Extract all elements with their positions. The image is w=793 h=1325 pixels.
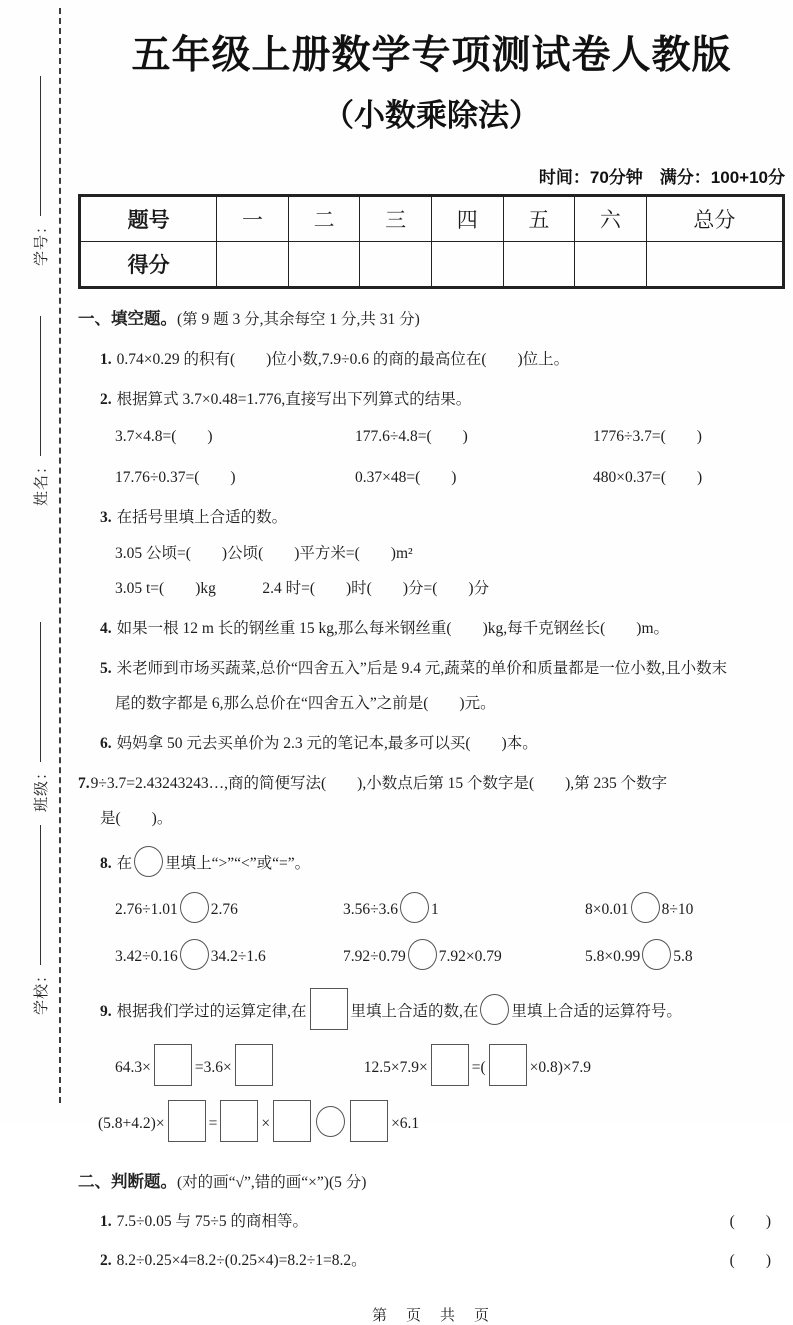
question-1 bbox=[100, 347, 785, 369]
name-blank-line[interactable] bbox=[39, 316, 41, 456]
question-number: 2. bbox=[100, 391, 112, 408]
answer-box[interactable] bbox=[154, 1044, 192, 1086]
answer-box[interactable] bbox=[350, 1100, 388, 1142]
class-label: 班级： bbox=[33, 763, 50, 812]
comparison-item: 3.56÷3.6 1 bbox=[343, 892, 585, 923]
question-number: 1. bbox=[100, 1213, 112, 1230]
question-number: 2. bbox=[100, 1252, 112, 1269]
section-1-heading bbox=[78, 305, 785, 329]
question-8-comparisons bbox=[115, 892, 785, 970]
question-3 bbox=[100, 505, 785, 527]
question-7 bbox=[78, 771, 785, 793]
question-number: 4. bbox=[100, 620, 112, 637]
judgement-text bbox=[100, 1209, 308, 1231]
section-2-heading bbox=[78, 1168, 785, 1192]
question-6 bbox=[100, 731, 785, 753]
time-score-info: 时间：70分钟 满分：100+10分 bbox=[538, 168, 785, 187]
question-9-row-1 bbox=[115, 1044, 785, 1086]
answer-circle[interactable] bbox=[480, 994, 509, 1025]
question-text: 在括号里填上合适的数。 bbox=[116, 509, 288, 526]
comparison-item: 2.76÷1.01 2.76 bbox=[115, 892, 343, 923]
question-9-row-2 bbox=[98, 1100, 785, 1142]
sidebar-class bbox=[29, 622, 51, 812]
section-2-title: 二、判断题。 bbox=[78, 1172, 177, 1191]
score-table-header-cell: 四 bbox=[431, 196, 503, 242]
answer-box[interactable] bbox=[168, 1100, 206, 1142]
question-text: 根据我们学过的运算定律,在 里填上合适的数,在 里填上合适的运算符号。 bbox=[117, 1003, 682, 1020]
score-cell[interactable] bbox=[217, 242, 289, 288]
page-footer: 第 页 共 页 bbox=[371, 1308, 491, 1324]
answer-circle[interactable] bbox=[408, 939, 437, 970]
judgement-text bbox=[100, 1248, 367, 1270]
question-text: 米老师到市场买蔬菜,总价“四舍五入”后是 9.4 元,蔬菜的单价和质量都是一位小数,且小数末 bbox=[116, 660, 728, 677]
judgement-item-2 bbox=[100, 1248, 785, 1270]
answer-box[interactable] bbox=[310, 988, 348, 1030]
score-table-header-cell: 三 bbox=[360, 196, 432, 242]
section-1-title: 一、填空题。 bbox=[78, 309, 177, 328]
comparison-item: 8×0.01 8÷10 bbox=[585, 892, 785, 923]
answer-circle[interactable] bbox=[180, 892, 209, 923]
score-table-header-cell: 一 bbox=[217, 196, 289, 242]
paper-title: 五年级上册数学专项测试卷人教版 bbox=[131, 34, 732, 77]
student-id-blank-line[interactable] bbox=[39, 76, 41, 216]
section-1-note: (第 9 题 3 分,其余每空 1 分,共 31 分) bbox=[177, 311, 420, 328]
sidebar-name bbox=[29, 316, 51, 506]
question-2 bbox=[100, 387, 785, 409]
school-label: 学校： bbox=[33, 966, 50, 1015]
expression-item: 3.7×4.8=( ) bbox=[115, 428, 213, 445]
equation-item: (5.8+4.2)× = × ×6.1 bbox=[98, 1100, 419, 1142]
fold-dashed-line bbox=[59, 8, 61, 1103]
answer-box[interactable] bbox=[235, 1044, 273, 1086]
name-label: 姓名： bbox=[33, 457, 50, 506]
answer-box[interactable] bbox=[489, 1044, 527, 1086]
score-table-header-cell: 二 bbox=[288, 196, 360, 242]
question-5-line-2: 尾的数字都是 6,那么总价在“四舍五入”之前是( )元。 bbox=[115, 695, 496, 712]
question-text: 如果一根 12 m 长的钢丝重 15 kg,那么每米钢丝重( )kg,每千克钢丝长( )m。 bbox=[116, 620, 670, 637]
score-cell[interactable] bbox=[431, 242, 503, 288]
question-number: 7. bbox=[78, 775, 90, 792]
sidebar-student-id bbox=[29, 76, 51, 266]
paper-subtitle: （小数乘除法） bbox=[323, 98, 540, 133]
question-number: 8. bbox=[100, 855, 112, 872]
answer-circle[interactable] bbox=[134, 846, 163, 877]
comparison-item: 5.8×0.99 5.8 bbox=[585, 939, 785, 970]
score-table-header-cell: 总分 bbox=[646, 196, 783, 242]
expression-item: 480×0.37=( ) bbox=[593, 469, 703, 486]
score-cell[interactable] bbox=[288, 242, 360, 288]
question-text: 0.74×0.29 的积有( )位小数,7.9÷0.6 的商的最高位在( )位上。 bbox=[116, 351, 570, 368]
score-table-header-row bbox=[80, 196, 784, 242]
question-8 bbox=[100, 846, 785, 877]
score-table-header-cell: 六 bbox=[575, 196, 647, 242]
score-table-header-cell: 五 bbox=[503, 196, 575, 242]
question-text: 妈妈拿 50 元去买单价为 2.3 元的笔记本,最多可以买( )本。 bbox=[116, 735, 538, 752]
expression-item: 0.37×48=( ) bbox=[355, 469, 457, 486]
answer-box[interactable] bbox=[431, 1044, 469, 1086]
question-number: 5. bbox=[100, 660, 112, 677]
score-cell[interactable] bbox=[575, 242, 647, 288]
expression-item: 17.76÷0.37=( ) bbox=[115, 469, 236, 486]
equation-item: 12.5×7.9× =( ×0.8)×7.9 bbox=[364, 1044, 591, 1086]
question-text: 9÷3.7=2.43243243…,商的简便写法( ),小数点后第 15 个数字是( ),第 235 个数字 bbox=[90, 775, 668, 792]
score-row-label: 得分 bbox=[80, 242, 217, 288]
answer-circle[interactable] bbox=[642, 939, 671, 970]
question-text: 7.5÷0.05 与 75÷5 的商相等。 bbox=[116, 1213, 309, 1230]
question-3-line-2: 3.05 t=( )kg 2.4 时=( )时( )分=( )分 bbox=[115, 580, 490, 597]
question-number: 1. bbox=[100, 351, 112, 368]
expression-item: 177.6÷4.8=( ) bbox=[355, 428, 468, 445]
score-table bbox=[78, 194, 785, 289]
comparison-item: 7.92÷0.79 7.92×0.79 bbox=[343, 939, 585, 970]
question-number: 6. bbox=[100, 735, 112, 752]
score-cell[interactable] bbox=[503, 242, 575, 288]
judgement-answer-blank[interactable]: ( ) bbox=[729, 1213, 771, 1230]
score-cell[interactable] bbox=[360, 242, 432, 288]
question-5 bbox=[100, 656, 785, 678]
sidebar-school bbox=[29, 825, 51, 1015]
question-4 bbox=[100, 616, 785, 638]
question-9 bbox=[100, 988, 785, 1030]
question-2-expressions bbox=[115, 424, 785, 487]
question-text: 8.2÷0.25×4=8.2÷(0.25×4)=8.2÷1=8.2。 bbox=[116, 1252, 367, 1269]
comparison-item: 3.42÷0.16 34.2÷1.6 bbox=[115, 939, 343, 970]
question-number: 3. bbox=[100, 509, 112, 526]
score-table-header-cell: 题号 bbox=[80, 196, 217, 242]
question-3-line-1: 3.05 公顷=( )公顷( )平方米=( )m² bbox=[115, 545, 413, 562]
answer-circle[interactable] bbox=[180, 939, 209, 970]
equation-item: 64.3× =3.6× bbox=[115, 1044, 276, 1086]
school-blank-line[interactable] bbox=[39, 825, 41, 965]
expression-item: 1776÷3.7=( ) bbox=[593, 428, 702, 445]
answer-box[interactable] bbox=[220, 1100, 258, 1142]
question-text: 根据算式 3.7×0.48=1.776,直接写出下列算式的结果。 bbox=[116, 391, 472, 408]
answer-circle[interactable] bbox=[400, 892, 429, 923]
answer-circle[interactable] bbox=[631, 892, 660, 923]
judgement-answer-blank[interactable]: ( ) bbox=[729, 1252, 771, 1269]
question-text: 在 里填上“>”“<”或“=”。 bbox=[117, 855, 311, 872]
score-cell[interactable] bbox=[646, 242, 783, 288]
answer-circle[interactable] bbox=[316, 1106, 345, 1137]
judgement-item-1 bbox=[100, 1209, 785, 1231]
question-7-line-2: 是( )。 bbox=[100, 810, 173, 827]
question-number: 9. bbox=[100, 1003, 112, 1020]
section-2-note: (对的画“√”,错的画“×”)(5 分) bbox=[177, 1174, 367, 1191]
score-table-score-row bbox=[80, 242, 784, 288]
answer-box[interactable] bbox=[273, 1100, 311, 1142]
class-blank-line[interactable] bbox=[39, 622, 41, 762]
student-id-label: 学号： bbox=[33, 217, 50, 266]
